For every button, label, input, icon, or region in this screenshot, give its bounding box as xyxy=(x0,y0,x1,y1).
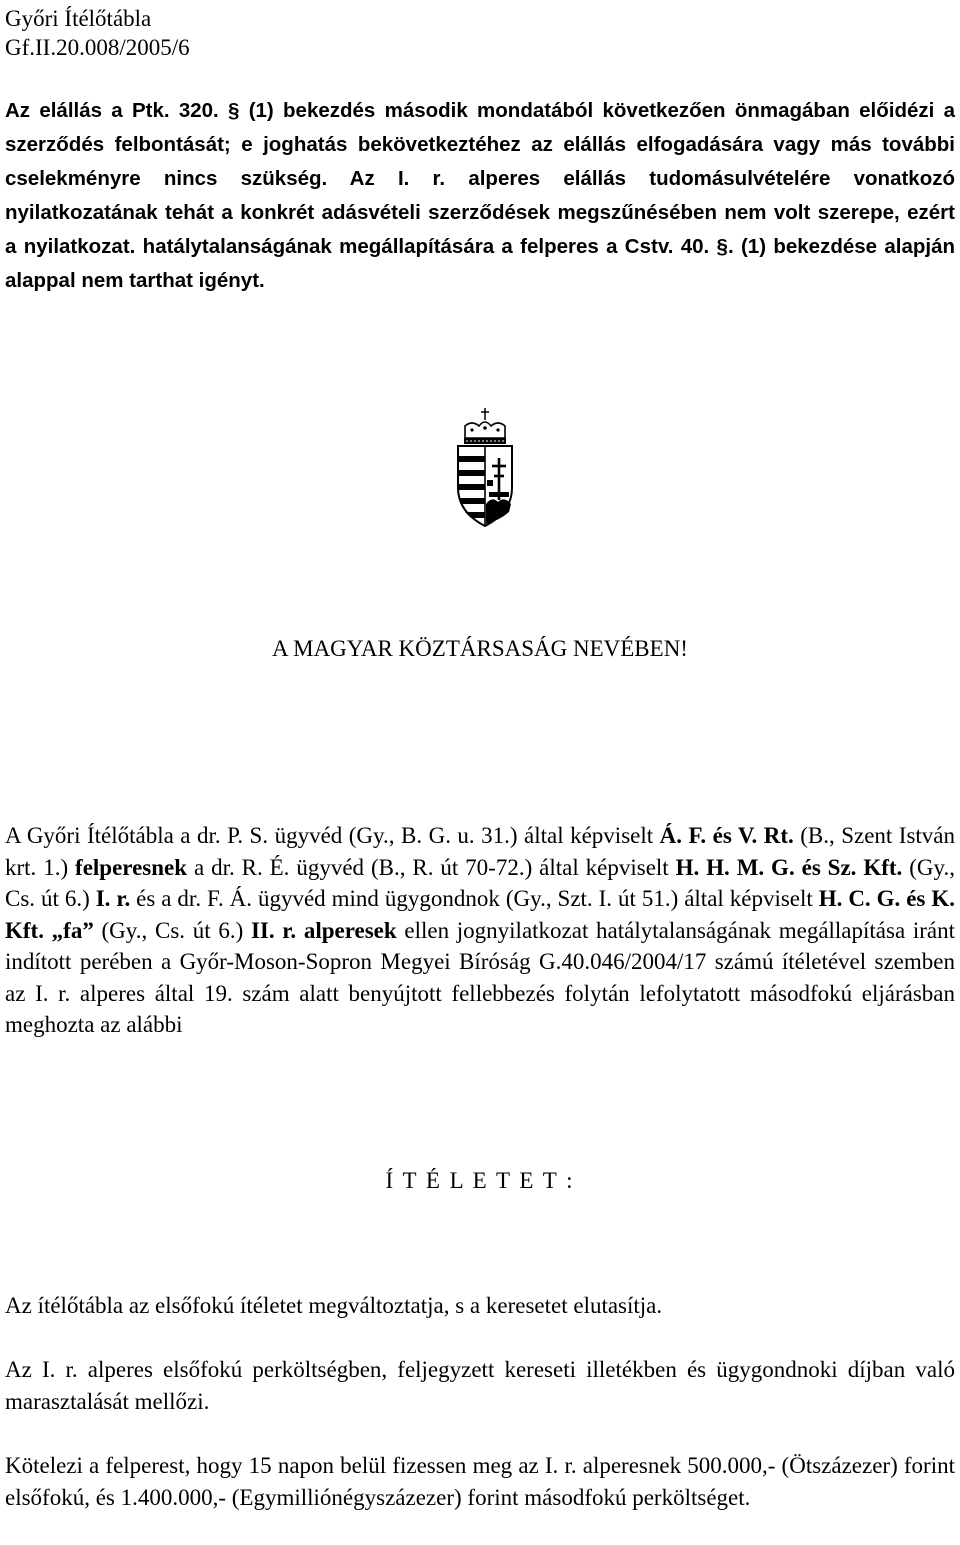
headnote-summary: Az elállás a Ptk. 320. § (1) bekezdés második mondatából következően önmagában előidézi a szerződés felbontását; e joghatás bekövetkeztéhez az elállás elfogadására vagy más további cselekményre nincs szükség. Az I. r. alperes elállás tudomásulvételére vonatkozó nyilatkozatának tehát a konkrét adásvételi szerződések megszűnésében nem volt szerepe, ezért a nyilatkozat. hatálytalanságának megállapítására a felperes a Cstv. 40. §. (1) bekezdése alapján alappal nem tarthat igényt. xyxy=(5,99,955,292)
ruling-paragraph-3: Kötelezi a felperest, hogy 15 napon belül fizessen meg az I. r. alperesnek 500.000,- (Ötszázezer) forint elsőfokú, és 1.400.000,- (Egymilliónégyszázezer) forint másodfokú perköltséget. xyxy=(5,1453,955,1510)
intro-text-5: és a dr. F. Á. ügyvéd mind ügygondnok (Gy., Szt. I. út 51.) által képviselt xyxy=(130,886,819,911)
intro-text-6: (Gy., Cs. út 6.) xyxy=(93,917,251,943)
intro-text-4: (Gy., Cs. út 6.) xyxy=(5,854,955,911)
ruling-paragraph-2: Az I. r. alperes elsőfokú perköltségben, feljegyzett kereseti illetékben és ügygondnoki díjban való marasztalását mellőzi. xyxy=(5,1357,955,1414)
intro-plaintiff-name: Á. F. és V. Rt. xyxy=(659,823,794,848)
case-number: Gf.II.20.008/2005/6 xyxy=(5,35,190,60)
intro-text-3: a dr. R. É. ügyvéd (B., R. út 70-72.) által képviselt xyxy=(187,854,676,880)
judgment-heading: Í T É L E T E T : xyxy=(385,1168,575,1193)
hungarian-coat-of-arms-icon xyxy=(452,408,518,528)
intro-defendant-1-name: H. H. M. G. és Sz. Kft. xyxy=(675,854,903,880)
intro-plaintiff-role: felperesnek xyxy=(75,854,188,880)
in-the-name-heading: A MAGYAR KÖZTÁRSASÁG NEVÉBEN! xyxy=(272,636,688,661)
intro-defendants-role: II. r. alperesek xyxy=(250,917,397,943)
intro-defendant-2-name: H. C. G. és K. Kft. „fa” xyxy=(5,886,955,943)
intro-text-1: A Győri Ítélőtábla a dr. P. S. ügyvéd (Gy., B. G. u. 31.) által képviselt xyxy=(5,823,660,848)
intro-defendant-1-role: I. r. xyxy=(95,886,131,911)
intro-paragraph xyxy=(5,820,955,1041)
court-name: Győri Ítélőtábla xyxy=(5,6,152,31)
intro-text-7: ellen jognyilatkozat hatálytalanságának megállapítása iránt indított perében a Győr-Moson-Sopron Megyei Bíróság G.40.046/2004/17 számú ítéletével szemben az I. r. alperes által 19. szám alatt benyújtott fellebbezés folytán lefolytatott másodfokú eljárásban meghozta az alábbi xyxy=(5,917,956,1037)
intro-text-2: (B., Szent István krt. 1.) xyxy=(5,823,955,880)
ruling-paragraph-1: Az ítélőtábla az elsőfokú ítéletet megváltoztatja, s a keresetet elutasítja. xyxy=(5,1293,663,1318)
